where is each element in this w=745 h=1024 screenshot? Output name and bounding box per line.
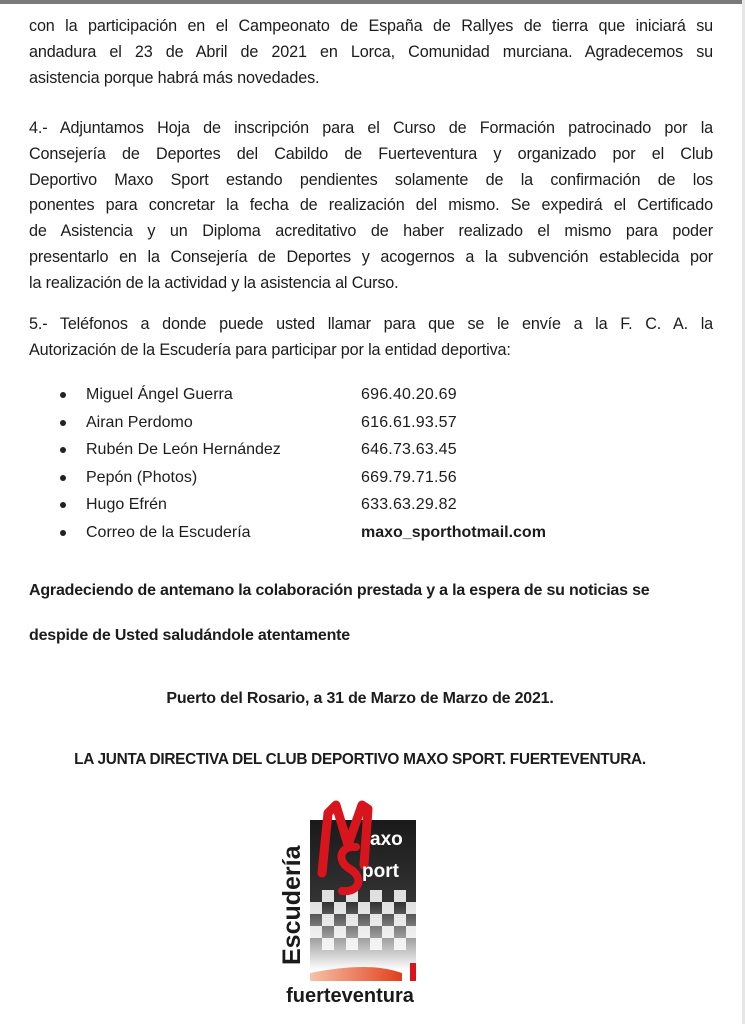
paragraph-intro <box>29 14 713 91</box>
list-item <box>56 519 656 547</box>
bullet-icon <box>60 392 66 398</box>
bullet-icon <box>60 530 66 536</box>
closing-line: Agradeciendo de antemano la colaboración prestada y a la espera de su noticias se <box>29 582 650 599</box>
text-line: asistencia porque habrá más novedades. <box>29 68 320 87</box>
list-item <box>56 381 656 409</box>
closing-line: despide de Usted saludándole atentamente <box>29 627 350 644</box>
logo-graphic <box>270 795 430 1010</box>
contact-phone: 646.73.63.45 <box>361 441 457 459</box>
text-line: de Asistencia y un Diploma acreditativo de haber realizado el mismo para poder <box>29 222 713 241</box>
contact-name: Airan Perdomo <box>86 413 193 431</box>
contact-name: Correo de la Escudería <box>86 523 251 541</box>
bullet-icon <box>60 475 66 481</box>
contact-phone: 633.63.29.82 <box>361 496 457 514</box>
bullet-icon <box>60 447 66 453</box>
contact-phone: 669.79.71.56 <box>361 468 457 486</box>
list-item <box>56 491 656 519</box>
list-item <box>56 409 656 437</box>
text-line: ponentes para concretar la fecha de realización del mismo. Se expedirá el Certificado <box>29 196 713 215</box>
contact-phone: 616.61.93.57 <box>361 413 457 431</box>
text-line: con la participación en el Campeonato de España de Rallyes de tierra que iniciará su <box>29 17 713 35</box>
contact-email: maxo_sporthotmail.com <box>361 523 546 541</box>
text-line: la realización de la actividad y la asistencia al Curso. <box>29 273 399 292</box>
list-item <box>56 436 656 464</box>
place-and-date: Puerto del Rosario, a 31 de Marzo de Marzo de 2021. <box>166 690 554 707</box>
bullet-icon <box>60 502 66 508</box>
top-border <box>0 0 745 4</box>
text-line: Consejería de Deportes del Cabildo de Fuerteventura y organizado por el Club <box>29 144 713 163</box>
contact-list <box>56 381 656 547</box>
paragraph-5 <box>29 312 713 364</box>
contact-phone: 696.40.20.69 <box>361 386 457 403</box>
list-item <box>56 464 656 492</box>
contact-name: Miguel Ángel Guerra <box>86 386 233 403</box>
text-line: andadura el 23 de Abril de 2021 en Lorca, Comunidad murciana. Agradecemos su <box>29 42 713 61</box>
logo-bottom-text: fuerteventura <box>286 985 414 1007</box>
text-line: Deportivo Maxo Sport estando pendientes solamente de la confirmación de los <box>29 170 713 189</box>
logo-word-port: port <box>362 861 399 882</box>
text-line: 5.- Teléfonos a donde puede usted llamar para que se le envíe a la F. C. A. la <box>29 315 713 333</box>
logo-vertical-text: Escudería <box>278 845 306 965</box>
bullet-icon <box>60 420 66 426</box>
text-line: presentarlo en la Consejería de Deportes y acogernos a la subvención establecida por <box>29 247 713 266</box>
text-line: Autorización de la Escudería para participar por la entidad deportiva: <box>29 340 511 359</box>
contact-name: Pepón (Photos) <box>86 468 198 486</box>
contact-name: Hugo Efrén <box>86 496 167 514</box>
logo-word-axo: axo <box>370 829 403 850</box>
escuderia-maxo-sport-logo <box>270 795 430 1010</box>
signature-line: LA JUNTA DIRECTIVA DEL CLUB DEPORTIVO MAXO SPORT. FUERTEVENTURA. <box>74 751 646 768</box>
paragraph-4 <box>29 116 713 297</box>
logo-accent <box>410 963 416 981</box>
contact-name: Rubén De León Hernández <box>86 441 281 459</box>
text-line: 4.- Adjuntamos Hoja de inscripción para el Curso de Formación patrocinado por la <box>29 119 713 137</box>
